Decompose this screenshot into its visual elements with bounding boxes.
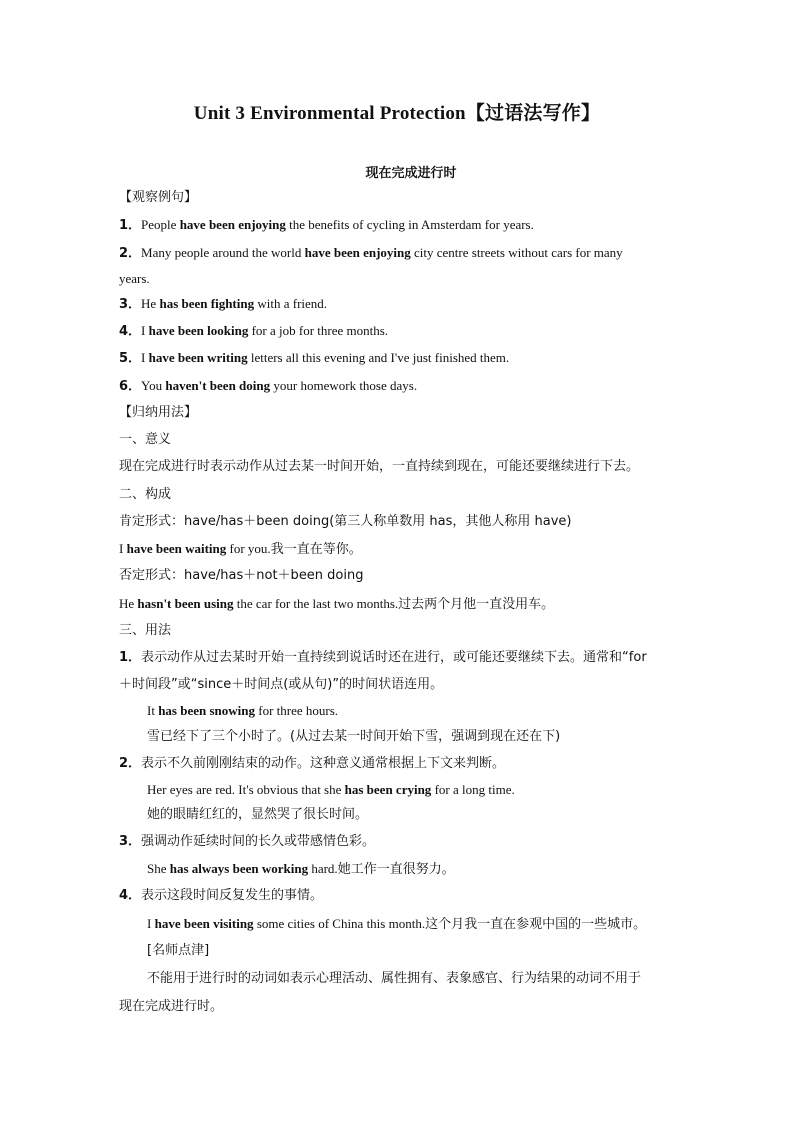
summary-header: 【归纳用法】 — [119, 405, 198, 420]
teacher-tip-text: 不能用于进行时的动词如表示心理活动、属性拥有、表象感官、行为结果的动词不用于 — [147, 971, 642, 986]
usage-1: 1．表示动作从过去某时开始一直持续到说话时还在进行，或可能还要继续下去。通常和“for — [119, 650, 647, 665]
usage-1-example: It has been snowing for three hours. — [147, 703, 339, 718]
usage-1-continued: ＋时间段”或“since＋时间点(或从句)”的时间状语连用。 — [119, 677, 444, 692]
usage-4-example: I have been visiting some cities of China this month.这个月我一直在参观中国的一些城市。 — [147, 916, 647, 932]
usage-heading: 三、用法 — [119, 623, 172, 638]
example-5: 5．I have been writing letters all this evening and I've just finished them. — [119, 350, 510, 366]
example-2-continued: years. — [119, 271, 150, 286]
example-6: 6．You haven't been doing your homework those days. — [119, 378, 418, 394]
section-title: 现在完成进行时 — [365, 166, 457, 181]
example-3: 3．He has been fighting with a friend. — [119, 296, 328, 312]
example-4: 4．I have been looking for a job for three months. — [119, 323, 389, 339]
affirmative-example: I have been waiting for you.我一直在等你。 — [119, 541, 362, 557]
observe-header: 【观察例句】 — [119, 190, 198, 205]
usage-4: 4．表示这段时间反复发生的事情。 — [119, 888, 324, 903]
example-2: 2．Many people around the world have been enjoying city centre streets without cars for many — [119, 245, 623, 261]
example-1: 1．People have been enjoying the benefits of cycling in Amsterdam for years. — [119, 217, 534, 233]
meaning-text: 现在完成进行时表示动作从过去某一时间开始，一直持续到现在，可能还要继续进行下去。 — [119, 459, 640, 474]
negative-form: 否定形式：have/has＋not＋been doing — [119, 568, 364, 583]
negative-example: He hasn't been using the car for the last two months.过去两个月他一直没用车。 — [119, 596, 555, 612]
teacher-tip-heading: [名师点津] — [147, 943, 210, 958]
meaning-heading: 一、意义 — [119, 432, 172, 447]
usage-2: 2．表示不久前刚刚结束的动作。这种意义通常根据上下文来判断。 — [119, 756, 506, 771]
page-title: Unit 3 Environmental Protection【过语法写作】 — [193, 103, 601, 124]
form-heading: 二、构成 — [119, 487, 172, 502]
usage-1-translation: 雪已经下了三个小时了。(从过去某一时间开始下雪，强调到现在还在下) — [147, 729, 561, 744]
usage-3: 3．强调动作延续时间的长久或带感情色彩。 — [119, 834, 376, 849]
teacher-tip-continued: 现在完成进行时。 — [119, 999, 224, 1014]
usage-2-example: Her eyes are red. It's obvious that she has been crying for a long time. — [147, 782, 515, 797]
affirmative-form: 肯定形式：have/has＋been doing(第三人称单数用 has，其他人称用 have) — [119, 514, 572, 529]
usage-3-example: She has always been working hard.她工作一直很努力。 — [147, 861, 455, 877]
usage-2-translation: 她的眼睛红红的，显然哭了很长时间。 — [147, 807, 369, 822]
